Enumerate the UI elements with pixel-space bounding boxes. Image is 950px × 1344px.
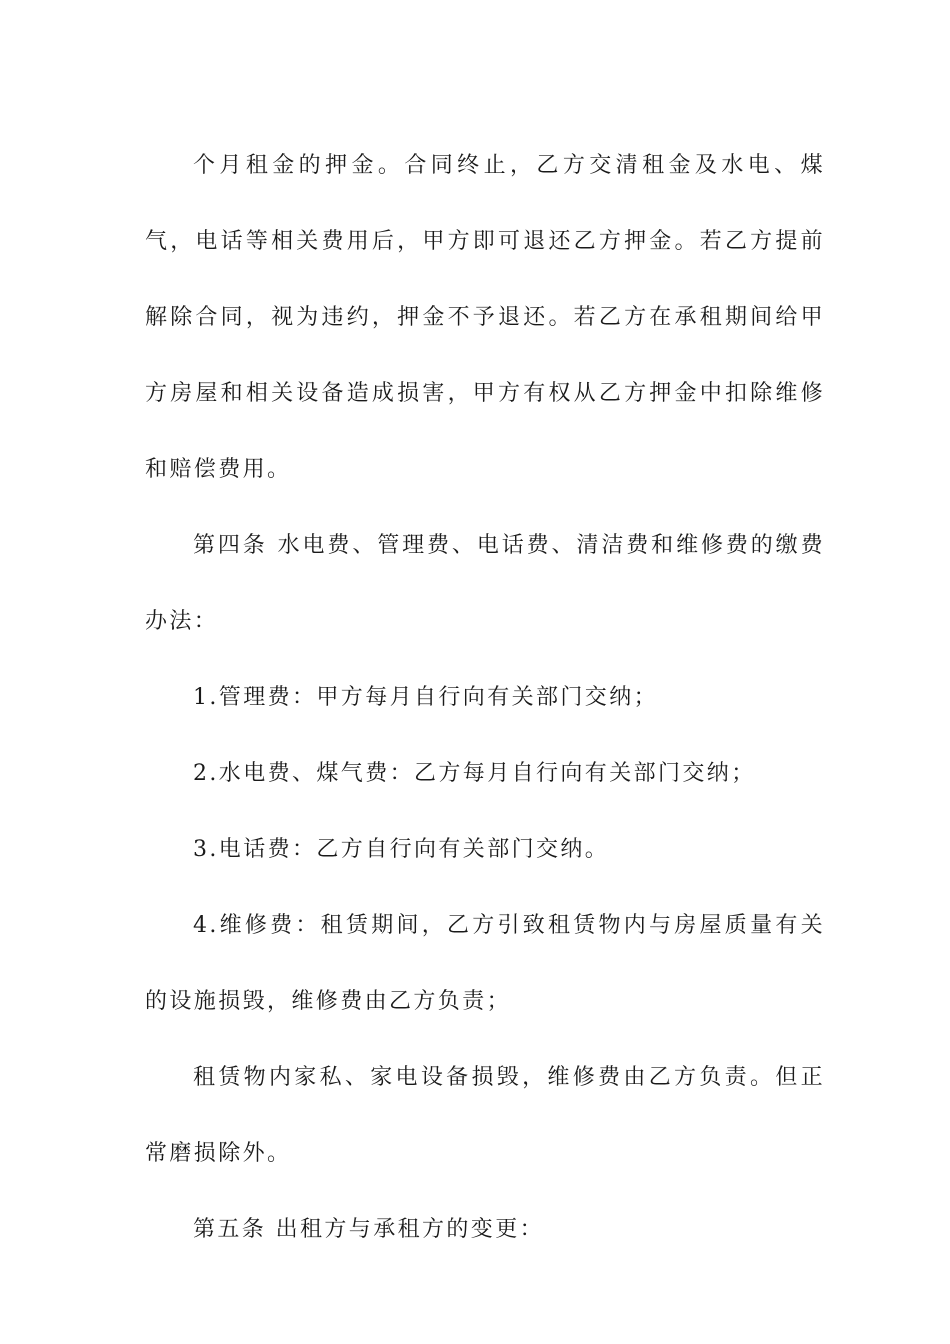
- paragraph-utility-fee: 2.水电费、煤气费：乙方每月自行向有关部门交纳；: [193, 761, 756, 786]
- paragraph-deposit-terms: 个月租金的押金。合同终止，乙方交清租金及水电、煤气，电话等相关费用后，甲方即可退还乙方押金。若乙方提前解除合同，视为违约，押金不予退还。若乙方在承租期间给甲方房屋和相关设备造成损害，甲方有权从乙方押金中扣除维修和赔偿费用。: [145, 153, 825, 482]
- document-body: [145, 128, 825, 1268]
- paragraph-phone-fee: 3.电话费：乙方自行向有关部门交纳。: [193, 837, 610, 862]
- paragraph-article-five-heading: 第五条 出租方与承租方的变更：: [193, 1217, 544, 1242]
- paragraph-article-four-heading: 第四条 水电费、管理费、电话费、清洁费和维修费的缴费办法：: [145, 533, 825, 634]
- paragraph-management-fee: 1.管理费：甲方每月自行向有关部门交纳；: [193, 685, 658, 710]
- paragraph-furniture-damage: 租赁物内家私、家电设备损毁，维修费由乙方负责。但正常磨损除外。: [145, 1065, 825, 1166]
- paragraph-repair-fee: 4.维修费：租赁期间，乙方引致租赁物内与房屋质量有关的设施损毁，维修费由乙方负责；: [145, 913, 825, 1014]
